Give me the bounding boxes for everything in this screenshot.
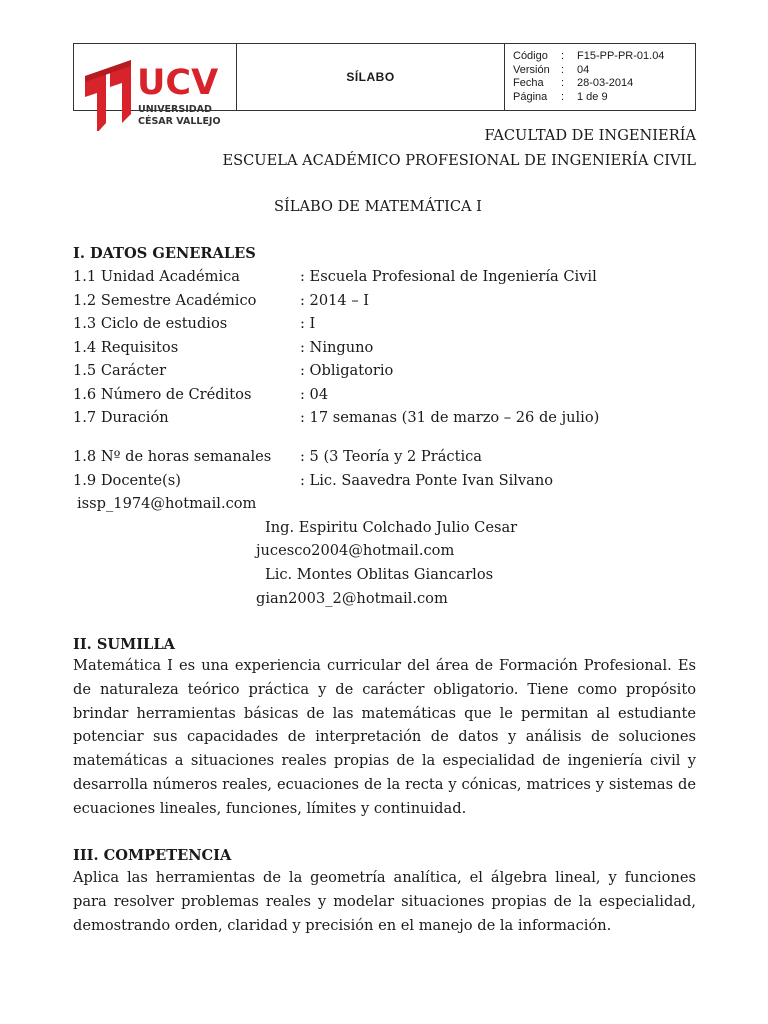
section-heading-sumilla: II. SUMILLA xyxy=(73,636,175,653)
general-label: 1.1 Unidad Académica xyxy=(73,268,241,285)
general-value: : Ninguno xyxy=(300,339,374,356)
doc-meta xyxy=(505,44,695,110)
teacher-email: issp_1974@hotmail.com xyxy=(77,495,257,512)
logo-text: UCV xyxy=(137,63,219,103)
meta-row-version xyxy=(513,64,695,78)
meta-key: Versión xyxy=(513,63,550,76)
general-label: 1.6 Número de Créditos xyxy=(73,386,252,403)
school-title: ESCUELA ACADÉMICO PROFESIONAL DE INGENIERÍA CIVIL xyxy=(222,152,696,169)
general-label: 1.8 Nº de horas semanales xyxy=(73,448,272,465)
general-value: : 17 semanas (31 de marzo – 26 de julio) xyxy=(300,409,600,426)
meta-sep: : xyxy=(561,90,565,103)
meta-value: 28-03-2014 xyxy=(577,77,634,89)
general-value: : Obligatorio xyxy=(300,362,394,379)
meta-sep: : xyxy=(561,50,565,62)
teacher-email: gian2003_2@hotmail.com xyxy=(256,590,448,607)
section-heading-general: I. DATOS GENERALES xyxy=(73,245,256,262)
meta-key: Código xyxy=(513,50,548,62)
meta-row-code xyxy=(513,50,695,64)
competencia-text: Aplica las herramientas de la geometría analítica, el álgebra lineal, y funciones para resolver problemas reales y modelar situaciones propias de la especialidad, demostrando orden, claridad y precisión en el manejo de la información. xyxy=(73,869,696,934)
general-value: : 5 (3 Teoría y 2 Práctica xyxy=(300,448,482,465)
teacher-name: Ing. Espiritu Colchado Julio Cesar xyxy=(265,519,518,536)
teacher-email: jucesco2004@hotmail.com xyxy=(256,542,455,559)
section-heading-competencia: III. COMPETENCIA xyxy=(73,847,232,864)
general-value: : Lic. Saavedra Ponte Ivan Silvano xyxy=(300,472,554,489)
meta-key: Fecha xyxy=(513,77,544,89)
meta-sep: : xyxy=(561,77,565,89)
general-label: 1.2 Semestre Académico xyxy=(73,292,257,309)
faculty-title: FACULTAD DE INGENIERÍA xyxy=(484,127,696,144)
meta-row-date xyxy=(513,77,695,91)
syllabus-title: SÍLABO DE MATEMÁTICA I xyxy=(274,198,482,215)
general-value: : 2014 – I xyxy=(300,292,370,309)
ucv-logo xyxy=(84,49,229,131)
meta-value: F15-PP-PR-01.04 xyxy=(577,50,665,62)
sumilla-text: Matemática I es una experiencia curricular del área de Formación Profesional. Es de naturaleza teórico práctica y de carácter obligatorio. Tiene como propósito brindar herramientas básicas de las matemáticas que le permitan al estudiante potenciar sus capacidades de interpretación de datos y análisis de soluciones matemáticas a situaciones reales propias de la especialidad de ingeniería civil y desarrolla números reales, ecuaciones de la recta y cónicas, matrices y sistemas de ecuaciones lineales, funciones, límites y continuidad. xyxy=(73,657,696,817)
general-label: 1.4 Requisitos xyxy=(73,339,179,356)
meta-value: 1 de 9 xyxy=(577,90,608,103)
general-value: : I xyxy=(300,315,316,332)
meta-sep: : xyxy=(561,63,565,76)
general-label: 1.9 Docente(s) xyxy=(73,472,181,489)
logo-subtitle-2: CÉSAR VALLEJO xyxy=(138,116,221,127)
teacher-name: Lic. Montes Oblitas Giancarlos xyxy=(265,566,494,583)
meta-value: 04 xyxy=(577,63,590,76)
meta-row-page xyxy=(513,91,695,105)
meta-key: Página xyxy=(513,90,548,103)
general-label: 1.5 Carácter xyxy=(73,362,167,379)
document-header xyxy=(73,43,696,127)
general-value: : Escuela Profesional de Ingeniería Civil xyxy=(300,268,597,285)
general-value: : 04 xyxy=(300,386,329,403)
logo-subtitle-1: UNIVERSIDAD xyxy=(138,104,212,115)
general-label: 1.3 Ciclo de estudios xyxy=(73,315,228,332)
general-label: 1.7 Duración xyxy=(73,409,169,426)
doc-type: SÍLABO xyxy=(237,44,505,110)
logo-cell xyxy=(74,44,237,127)
